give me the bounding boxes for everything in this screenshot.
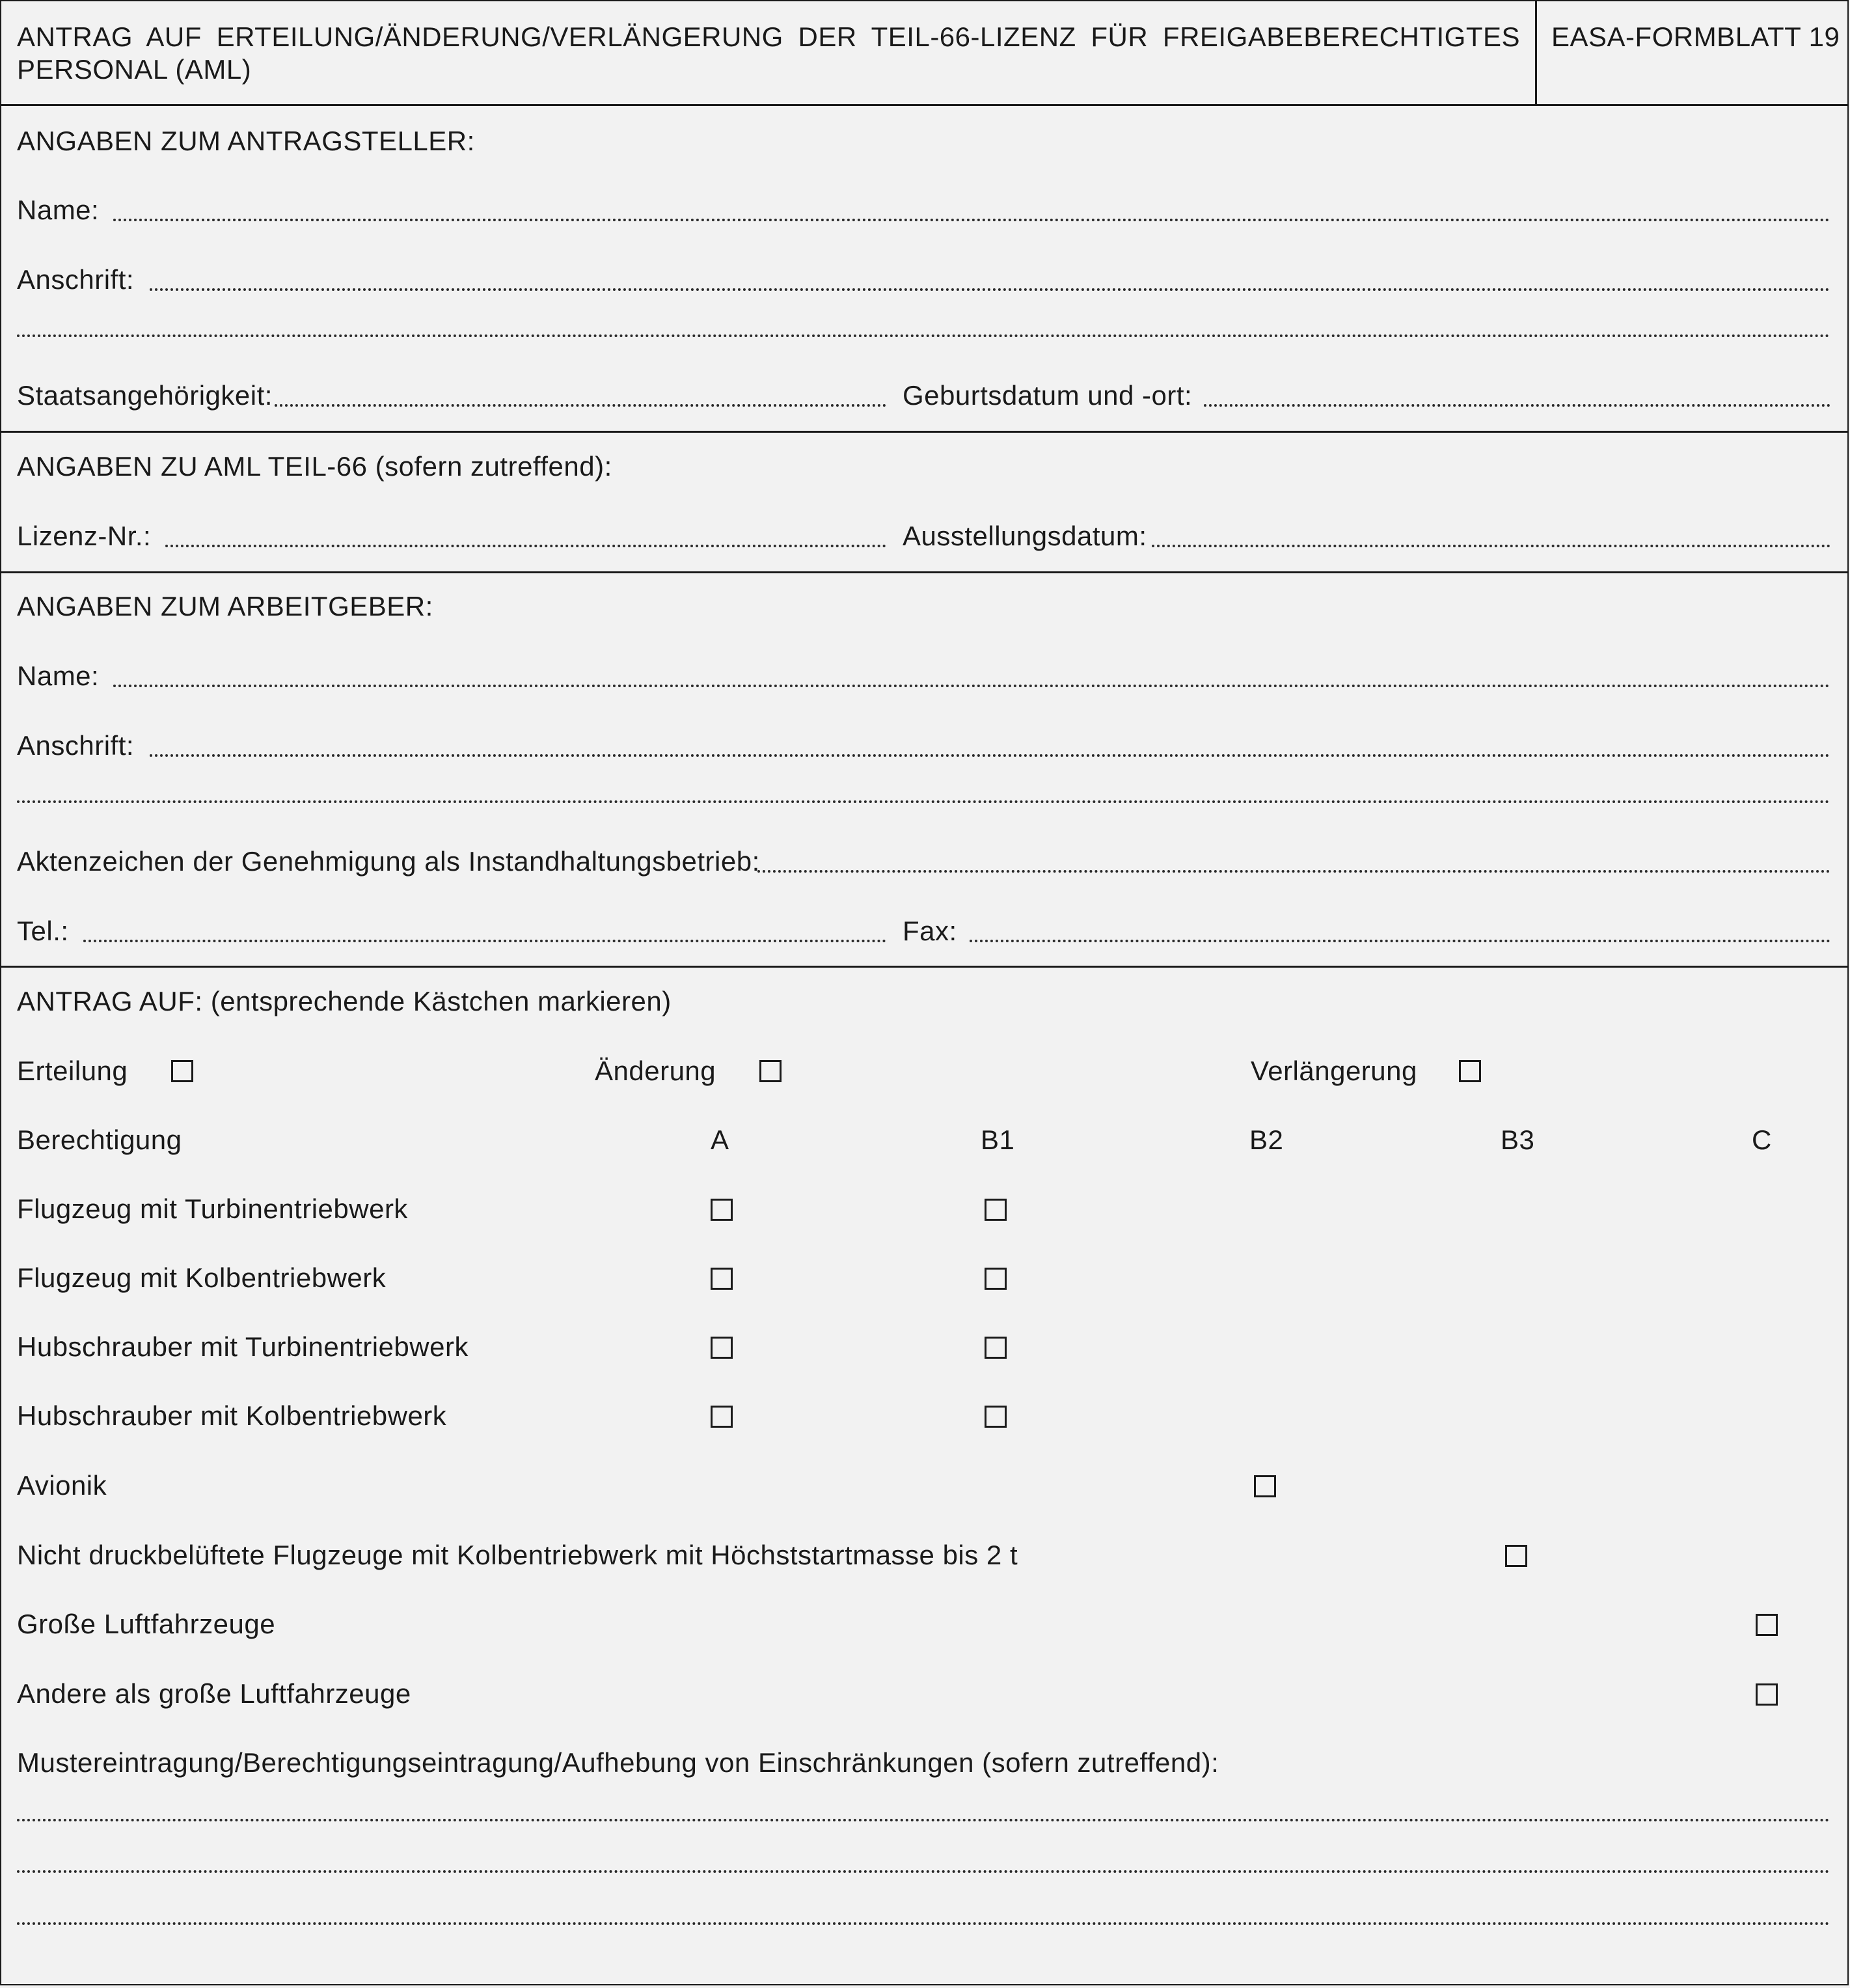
fax-field[interactable] — [970, 940, 1830, 942]
option-issue-checkbox[interactable] — [171, 1060, 193, 1082]
category-label: Berechtigung — [17, 1124, 182, 1155]
large-aircraft-c-checkbox[interactable] — [1756, 1614, 1778, 1636]
column-b1: B1 — [981, 1124, 1015, 1155]
option-change-label: Änderung — [595, 1055, 716, 1086]
category-row-label: Andere als große Luftfahrzeuge — [17, 1678, 411, 1709]
avionics-b2-checkbox[interactable] — [1254, 1475, 1276, 1497]
nationality-field[interactable] — [275, 404, 886, 407]
category-row-label: Hubschrauber mit Kolbentriebwerk — [17, 1400, 447, 1431]
employer-name-field[interactable] — [113, 685, 1830, 687]
other-aircraft-c-checkbox[interactable] — [1756, 1683, 1778, 1706]
employer-address-field[interactable] — [150, 754, 1830, 757]
employer-address-label: Anschrift: — [17, 730, 135, 761]
unpressurised-piston-b3-checkbox[interactable] — [1505, 1545, 1527, 1567]
application-heading: ANTRAG AUF: (entsprechende Kästchen markieren) — [17, 986, 672, 1016]
piston-helicopter-a-checkbox[interactable] — [711, 1406, 733, 1428]
category-row-label: Große Luftfahrzeuge — [17, 1609, 276, 1639]
type-rating-label: Mustereintragung/Berechtigungseintragung/Aufhebung von Einschränkungen (sofern zutreffend): — [17, 1747, 1219, 1778]
birth-label: Geburtsdatum und -ort: — [903, 380, 1193, 411]
license-number-label: Lizenz-Nr.: — [17, 521, 152, 551]
applicant-address-label: Anschrift: — [17, 264, 135, 295]
category-row-label: Avionik — [17, 1470, 107, 1501]
section-divider — [1, 104, 1847, 106]
type-rating-field-3[interactable] — [17, 1922, 1830, 1925]
tel-label: Tel.: — [17, 916, 69, 946]
piston-aeroplane-a-checkbox[interactable] — [711, 1268, 733, 1290]
applicant-name-field[interactable] — [113, 219, 1830, 221]
turbine-aeroplane-a-checkbox[interactable] — [711, 1199, 733, 1221]
option-change-checkbox[interactable] — [759, 1060, 782, 1082]
column-b2: B2 — [1249, 1124, 1284, 1155]
piston-aeroplane-b1-checkbox[interactable] — [985, 1268, 1007, 1290]
issue-date-field[interactable] — [1152, 545, 1830, 547]
approval-reference-label: Aktenzeichen der Genehmigung als Instandhaltungsbetrieb: — [17, 846, 760, 877]
type-rating-field-1[interactable] — [17, 1819, 1830, 1821]
section-divider — [1, 966, 1847, 968]
piston-helicopter-b1-checkbox[interactable] — [985, 1406, 1007, 1428]
column-c: C — [1752, 1124, 1772, 1155]
approval-reference-field[interactable] — [757, 870, 1830, 873]
form-title: ANTRAG AUF ERTEILUNG/ÄNDERUNG/VERLÄNGERUNG DER TEIL-66-LIZENZ FÜR FREIGABEBERECHTIGTES PERSONAL (AML) — [17, 21, 1520, 85]
birth-field[interactable] — [1204, 404, 1830, 407]
type-rating-field-2[interactable] — [17, 1870, 1830, 1873]
applicant-address-field[interactable] — [150, 288, 1830, 291]
applicant-address-field-2[interactable] — [17, 334, 1830, 337]
aml-heading: ANGABEN ZU AML TEIL-66 (sofern zutreffend): — [17, 451, 612, 482]
form-id: EASA-FORMBLATT 19 — [1551, 21, 1840, 52]
option-renewal-checkbox[interactable] — [1459, 1060, 1481, 1082]
issue-date-label: Ausstellungsdatum: — [903, 521, 1147, 551]
employer-heading: ANGABEN ZUM ARBEITGEBER: — [17, 591, 433, 621]
column-a: A — [711, 1124, 729, 1155]
category-row-label: Flugzeug mit Kolbentriebwerk — [17, 1262, 387, 1293]
section-divider — [1, 571, 1847, 573]
header-divider — [1535, 1, 1537, 104]
nationality-label: Staatsangehörigkeit: — [17, 380, 273, 411]
option-renewal-label: Verlängerung — [1251, 1055, 1417, 1086]
section-divider — [1, 431, 1847, 433]
turbine-helicopter-b1-checkbox[interactable] — [985, 1337, 1007, 1359]
applicant-name-label: Name: — [17, 195, 100, 225]
turbine-aeroplane-b1-checkbox[interactable] — [985, 1199, 1007, 1221]
applicant-heading: ANGABEN ZUM ANTRAGSTELLER: — [17, 126, 475, 156]
option-issue-label: Erteilung — [17, 1055, 128, 1086]
tel-field[interactable] — [83, 940, 886, 942]
category-row-label: Hubschrauber mit Turbinentriebwerk — [17, 1331, 469, 1362]
column-b3: B3 — [1501, 1124, 1535, 1155]
employer-name-label: Name: — [17, 660, 100, 691]
turbine-helicopter-a-checkbox[interactable] — [711, 1337, 733, 1359]
category-row-label: Flugzeug mit Turbinentriebwerk — [17, 1193, 408, 1224]
fax-label: Fax: — [903, 916, 957, 946]
category-row-label: Nicht druckbelüftete Flugzeuge mit Kolbentriebwerk mit Höchststartmasse bis 2 t — [17, 1540, 1018, 1570]
employer-address-field-2[interactable] — [17, 800, 1830, 803]
license-number-field[interactable] — [165, 545, 886, 547]
